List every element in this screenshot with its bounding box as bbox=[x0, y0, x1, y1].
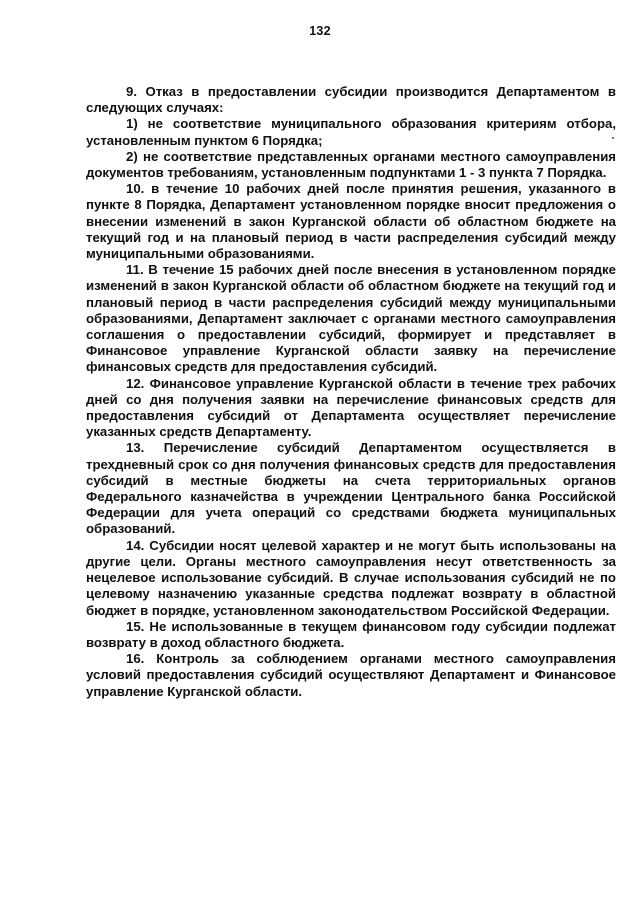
paragraph-9-item-1: 1) не соответствие муниципального образования критериям отбора, установленным пунктом 6 Порядка; bbox=[86, 116, 616, 148]
paragraph-15: 15. Не использованные в текущем финансовом году субсидии подлежат возврату в доход областного бюджета. bbox=[86, 618, 616, 650]
document-body bbox=[86, 84, 616, 700]
paragraph-11: 11. В течение 15 рабочих дней после внесения в установленном порядке изменений в закон Курганской области об областном бюджете на текущий год и плановый период в части распределения субсидий между муниципальными образованиями, Департамент заключает с органами местного самоуправления соглашения о предоставлении субсидий, формирует и представляет в Финансовое управление Курганской области заявку на перечисление финансовых средств для предоставления субсидий. bbox=[86, 262, 616, 375]
page-number: 132 bbox=[309, 24, 331, 38]
paragraph-13: 13. Перечисление субсидий Департаментом осуществляется в трехдневный срок со дня получения финансовых средств для предоставления субсидий в местные бюджеты на счета территориальных органов Федерального казначейства в учреждении Центрального банка Российской Федерации для учета операций со средствами бюджета муниципальных образований. bbox=[86, 440, 616, 537]
paragraph-12: 12. Финансовое управление Курганской области в течение трех рабочих дней со дня получения заявки на перечисление финансовых средств для предоставления субсидий от Департамента осуществляет перечисление указанных средств Департаменту. bbox=[86, 375, 616, 440]
paragraph-14: 14. Субсидии носят целевой характер и не могут быть использованы на другие цели. Органы местного самоуправления несут ответственность за нецелевое использование субсидий. В случае использования субсидий не по целевому назначению указанные средства подлежат возврату в областной бюджет в порядке, установленном законодательством Российской Федерации. bbox=[86, 537, 616, 618]
paragraph-9: 9. Отказ в предоставлении субсидии производится Департаментом в следующих случаях: bbox=[86, 84, 616, 116]
paragraph-16: 16. Контроль за соблюдением органами местного самоуправления условий предоставления субсидий осуществляют Департамент и Финансовое управление Курганской области. bbox=[86, 651, 616, 699]
paragraph-9-item-2: 2) не соответствие представленных органами местного самоуправления документов требованиям, установленным подпунктами 1 - 3 пункта 7 Порядка. bbox=[86, 148, 616, 181]
paragraph-10: 10. в течение 10 рабочих дней после принятия решения, указанного в пункте 8 Порядка, Департамент установленном порядке вносит предложения о внесении изменений в закон Курганской области об областном бюджете на текущий год и на плановый период в части распределения субсидий между муниципальными образованиями. bbox=[86, 181, 616, 262]
